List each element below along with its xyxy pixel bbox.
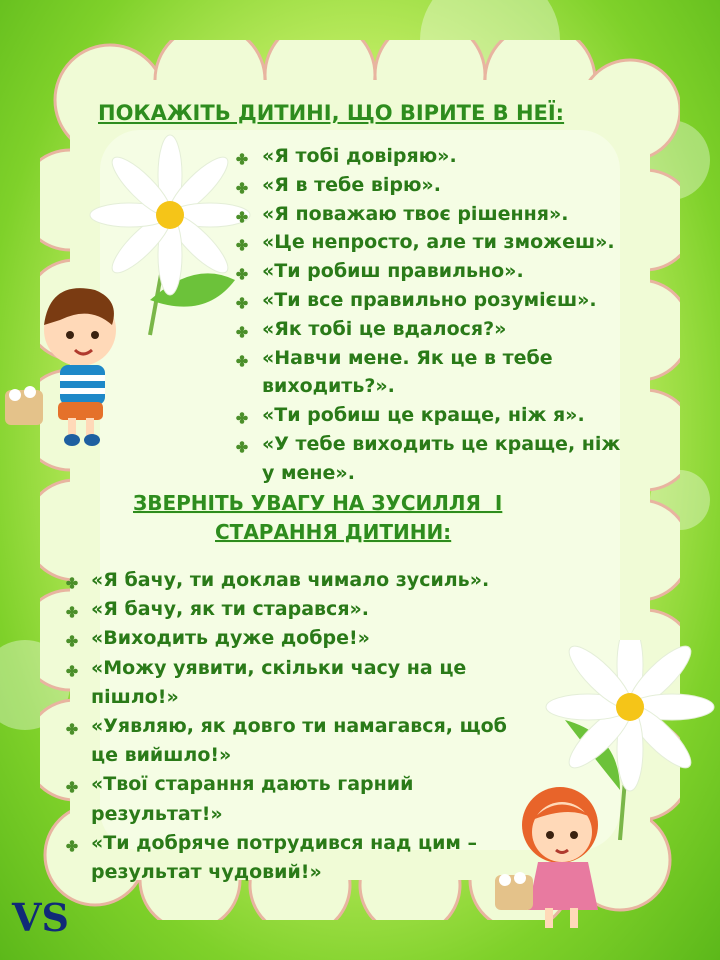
list-item: «Ти робиш це краще, ніж я». [262,404,585,427]
boy-with-daisy-illustration [0,130,260,450]
bullet-icon [236,323,248,335]
bullet-icon [236,179,248,191]
list-item: це вийшло!» [91,744,232,767]
list-item: «Ти робиш правильно». [262,260,524,283]
bullet-icon [236,352,248,364]
bullet-icon [236,208,248,220]
list-item: «Ти все правильно розумієш». [262,289,597,311]
list-item: виходить?». [262,375,395,398]
section2-title-line1: ЗВЕРНІТЬ УВАГУ НА ЗУСИЛЛЯ І [133,491,503,515]
bullet-icon [236,265,248,277]
list-item: «Виходить дуже добре!» [91,627,370,650]
list-item: результат!» [91,802,223,825]
list-item: у мене». [262,461,355,484]
bullet-icon [236,150,248,162]
list-item: «Я тобі довіряю». [262,145,457,167]
list-item: результат чудовий!» [91,861,322,883]
bullet-icon [236,438,248,450]
list-item: пішло!» [91,685,179,708]
bullet-icon [236,236,248,248]
bullet-icon [66,662,78,674]
bullet-icon [66,574,78,586]
section2-title-line2: СТАРАННЯ ДИТИНИ: [215,520,452,544]
list-item: «Можу уявити, скільки часу на це [91,656,467,679]
bullet-icon [66,778,78,790]
list-item: «Це непросто, але ти зможеш». [262,231,615,254]
bullet-icon [66,603,78,615]
list-item: «Твої старання дають гарний [91,773,414,796]
bullet-icon [236,409,248,421]
list-item: «Ти добряче потрудився над цим – [91,831,478,854]
list-item: «Я в тебе вірю». [262,173,441,196]
list-item: «У тебе виходить це краще, ніж [262,433,621,455]
list-item: «Як тобі це вдалося?» [262,317,507,340]
section1-title: ПОКАЖІТЬ ДИТИНІ, ЩО ВІРИТЕ В НЕЇ: [98,101,565,125]
bullet-icon [66,720,78,732]
bullet-icon [236,294,248,306]
bullet-icon [66,837,78,849]
list-item: «Уявляю, як довго ти намагався, щоб [91,715,507,737]
list-item: «Я поважаю твоє рішення». [262,202,569,225]
vs-logo: VS [12,895,69,940]
girl-with-daisy-illustration [470,640,720,940]
list-item: «Я бачу, ти доклав чимало зусиль». [91,569,490,591]
bullet-icon [66,632,78,644]
list-item: «Я бачу, як ти старався». [91,598,370,621]
list-item: «Навчи мене. Як це в тебе [262,346,553,369]
